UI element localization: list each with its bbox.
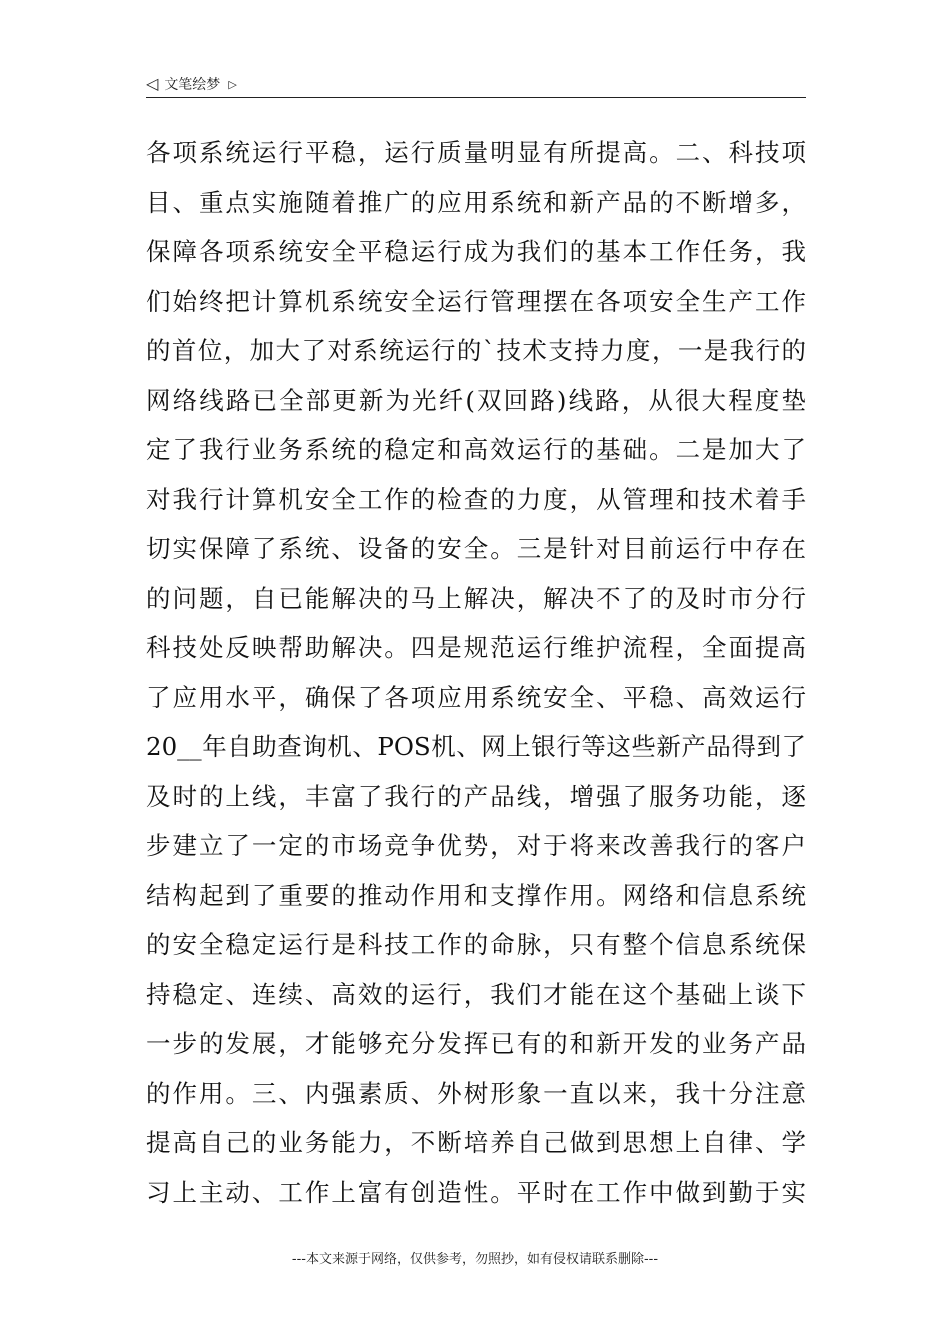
text-line: 目、重点实施随着推广的应用系统和新产品的不断增多， <box>146 187 806 217</box>
text-line: 一步的发展，才能够充分发挥已有的和新开发的业务产品 <box>146 1029 806 1058</box>
triangle-left-icon: ◁ <box>146 74 159 93</box>
header-divider <box>146 97 806 98</box>
text-line: 科技处反映帮助解决。四是规范运行维护流程，全面提高 <box>146 633 806 662</box>
text-line: 的首位，加大了对系统运行的`技术支持力度，一是我行的 <box>146 336 806 365</box>
text-line: 及时的上线，丰富了我行的产品线，增强了服务功能，逐 <box>146 781 806 811</box>
text-line: 步建立了一定的市场竞争优势，对于将来改善我行的客户 <box>146 831 806 860</box>
text-line: 结构起到了重要的推动作用和支撑作用。网络和信息系统 <box>146 880 806 910</box>
text-line: 保障各项系统安全平稳运行成为我们的基本工作任务，我 <box>146 237 806 266</box>
text-line: 各项系统运行平稳，运行质量明显有所提高。二、科技项 <box>146 138 806 167</box>
text-line: 的作用。三、内强素质、外树形象一直以来，我十分注意 <box>146 1078 806 1108</box>
text-line: 持稳定、连续、高效的运行，我们才能在这个基础上谈下 <box>146 979 806 1009</box>
text-line: 提高自己的业务能力，不断培养自己做到思想上自律、学 <box>146 1128 806 1157</box>
text-line: 的问题，自已能解决的马上解决，解决不了的及时市分行 <box>146 583 806 613</box>
text-line: 网络线路已全部更新为光纤(双回路)线路，从很大程度垫 <box>146 385 806 415</box>
text-line: 定了我行业务系统的稳定和高效运行的基础。二是加大了 <box>146 435 806 464</box>
page-header <box>146 70 806 98</box>
document-body <box>146 128 806 1217</box>
page-footer-disclaimer: ---本文来源于网络，仅供参考，勿照抄，如有侵权请联系删除--- <box>291 1252 659 1267</box>
text-line: 们始终把计算机系统安全运行管理摆在各项安全生产工作 <box>146 286 806 316</box>
header-title: 文笔绘梦 <box>164 77 221 93</box>
text-line: 的安全稳定运行是科技工作的命脉，只有整个信息系统保 <box>146 930 806 959</box>
text-line: 对我行计算机安全工作的检查的力度，从管理和技术着手 <box>146 484 806 514</box>
text-line: 切实保障了系统、设备的安全。三是针对目前运行中存在 <box>146 534 806 563</box>
text-line: 20__年自助查询机、POS机、网上银行等这些新产品得到了 <box>146 732 806 761</box>
text-line: 习上主动、工作上富有创造性。平时在工作中做到勤于实 <box>146 1177 806 1207</box>
triangle-right-icon: ▷ <box>228 77 237 91</box>
text-line: 了应用水平，确保了各项应用系统安全、平稳、高效运行 <box>146 682 806 712</box>
